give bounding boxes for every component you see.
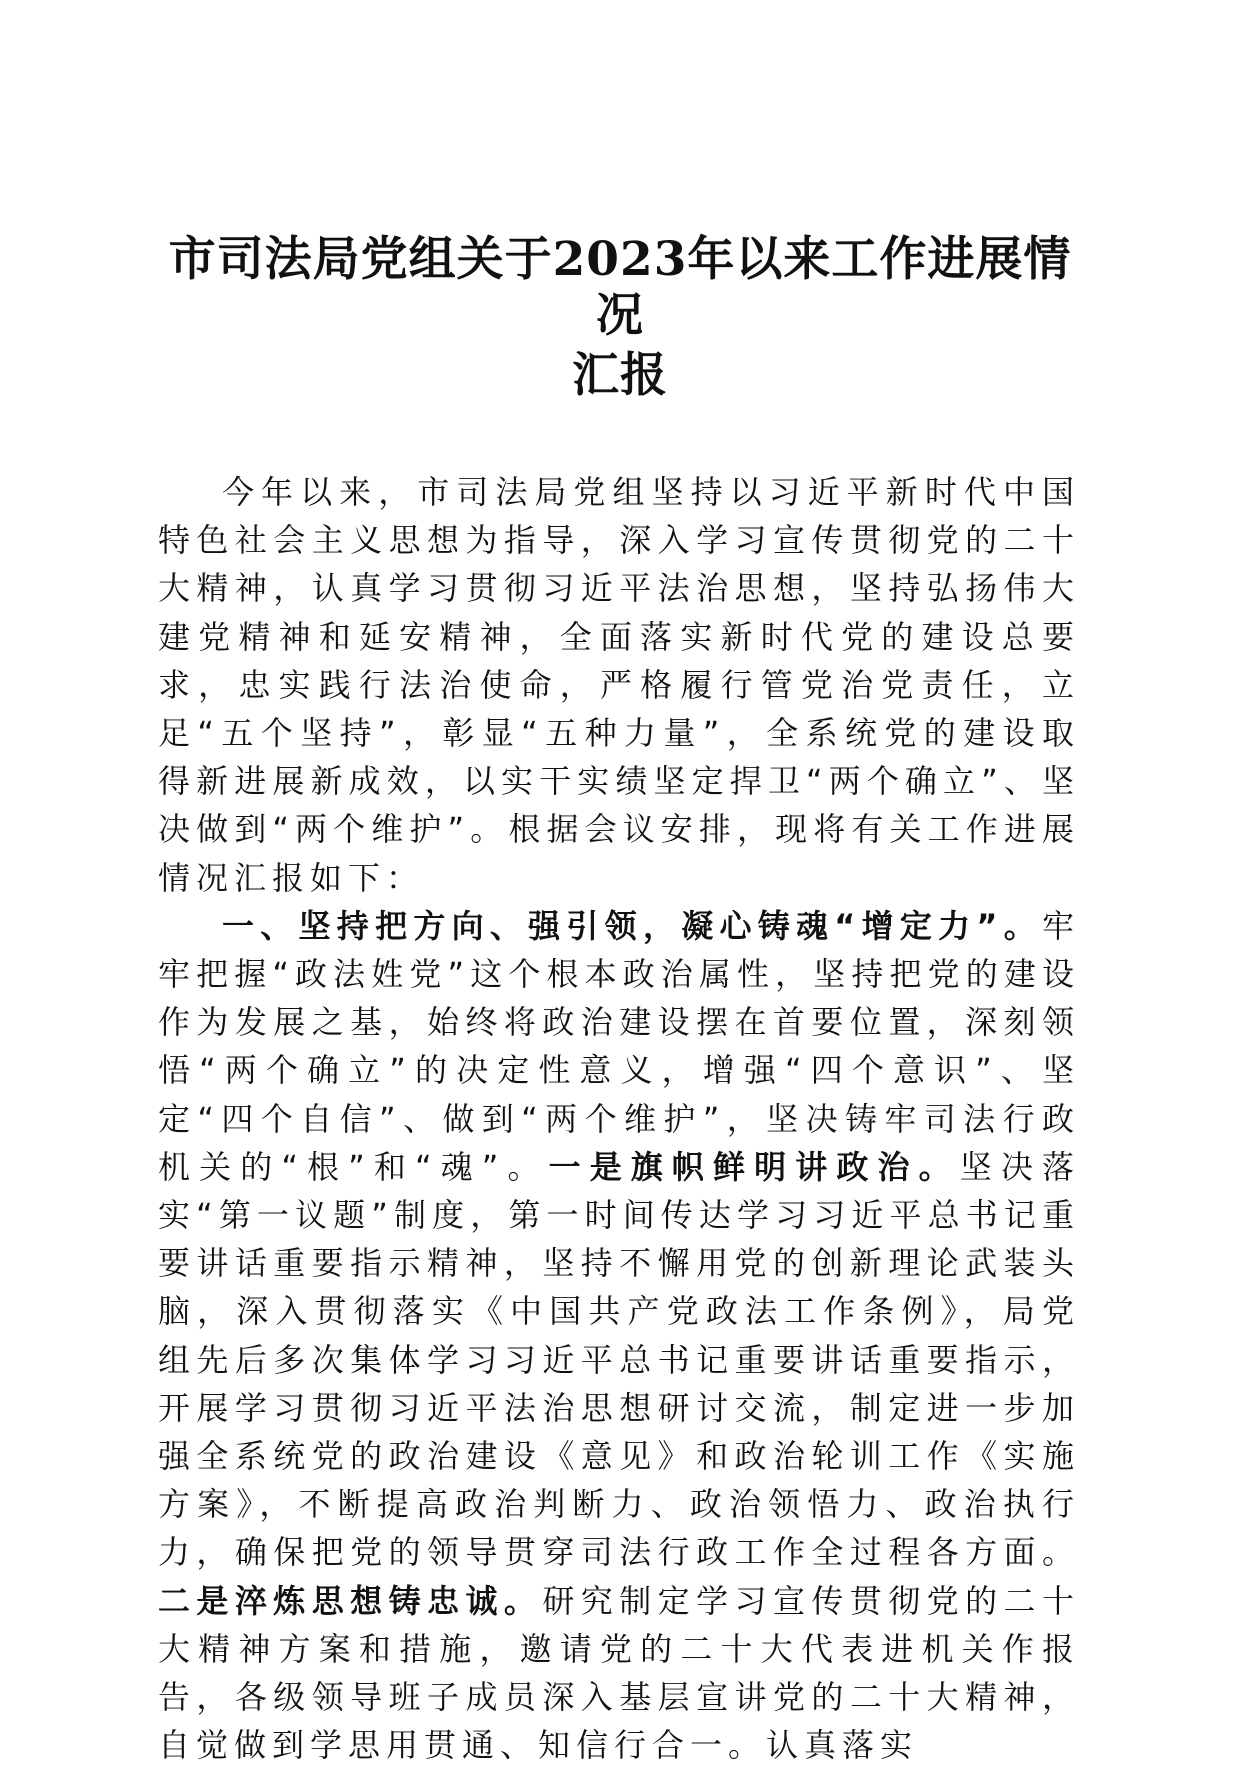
point-1-text: 坚决落实“第一议题”制度，第一时间传达学习习近平总书记重要讲话重要指示精神，坚持不懈用党的创新理论武装头脑，深入贯彻落实《中国共产党政法工作条例》，局党组先后多次集体学习习近平总书记重要讲话重要指示，开展学习贯彻习近平法治思想研讨交流，制定进一步加强全系统党的政治建设《意见》和政治轮训工作《实施方案》，不断提高政治判断力、政治领悟力、政治执行力，确保把党的领导贯穿司法行政工作全过程各方面。 [158, 1147, 1080, 1572]
section-1-paragraph [158, 902, 1080, 1769]
document-title-line-1: 市司法局党组关于2023年以来工作进展情况 [168, 232, 1072, 343]
document-body [158, 468, 1080, 1769]
point-1-heading: 一是旗帜鲜明讲政治。 [548, 1147, 960, 1186]
intro-paragraph: 今年以来，市司法局党组坚持以习近平新时代中国特色社会主义思想为指导，深入学习宣传贯彻党的二十大精神，认真学习贯彻习近平法治思想，坚持弘扬伟大建党精神和延安精神，全面落实新时代党的建设总要求，忠实践行法治使命，严格履行管党治党责任，立足“五个坚持”，彰显“五种力量”，全系统党的建设取得新进展新成效，以实干实绩坚定捍卫“两个确立”、坚决做到“两个维护”。根据会议安排，现将有关工作进展情况汇报如下： [158, 473, 1080, 897]
section-1-heading: 一、坚持把方向、强引领，凝心铸魂“增定力”。 [222, 906, 1042, 945]
point-2-text: 研究制定学习宣传贯彻党的二十大精神方案和措施，邀请党的二十大代表进机关作报告，各级领导班子成员深入基层宣讲党的二十大精神，自觉做到学思用贯通、知信行合一。认真落实 [158, 1581, 1080, 1765]
document-title-line-2: 汇报 [572, 348, 668, 403]
section-1-intro: 牢牢把握“政法姓党”这个根本政治属性，坚持把党的建设作为发展之基，始终将政治建设摆在首要位置，深刻领悟“两个确立”的决定性意义，增强“四个意识”、坚定“四个自信”、做到“两个维护”，坚决铸牢司法行政机关的“根”和“魂”。 [158, 906, 1080, 1186]
point-2-heading: 二是淬炼思想铸忠诚。 [158, 1581, 543, 1620]
